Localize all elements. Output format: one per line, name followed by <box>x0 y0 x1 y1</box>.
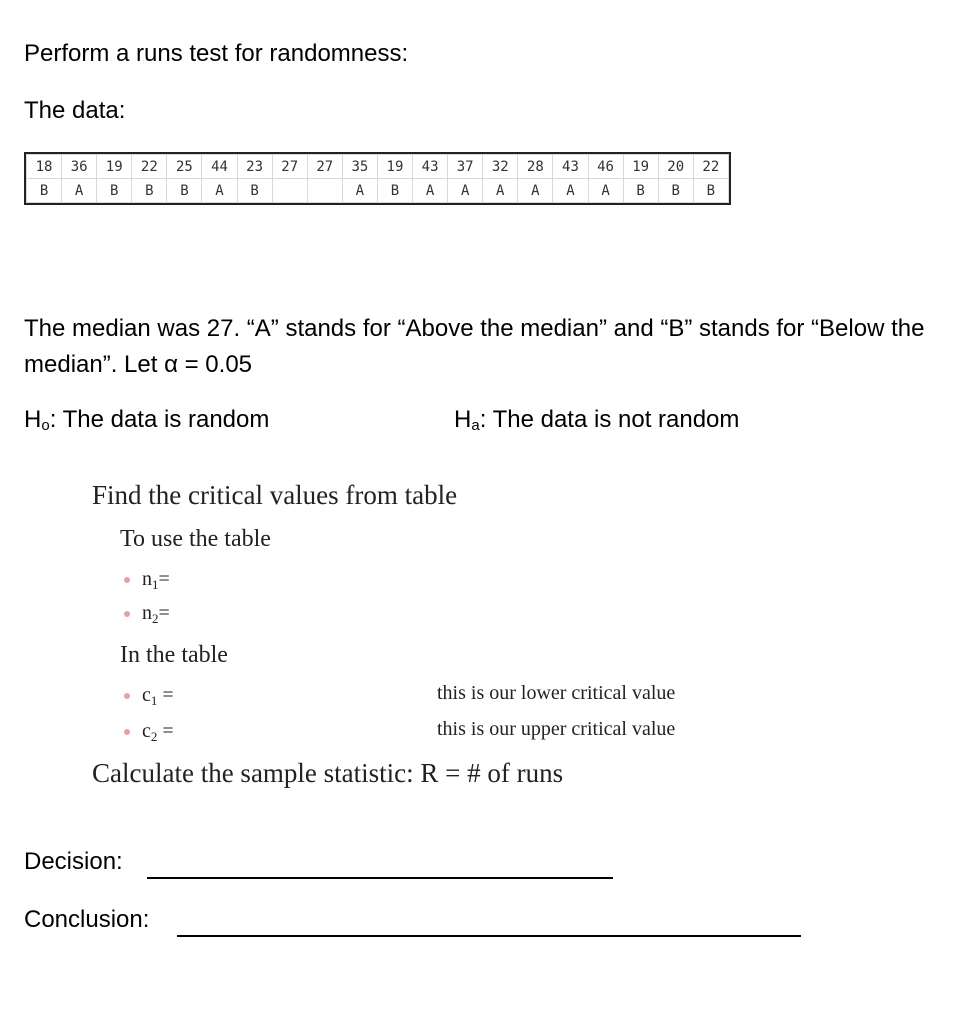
conclusion-blank[interactable] <box>177 935 801 937</box>
value-cell: 46 <box>588 155 623 179</box>
values-row <box>27 155 729 179</box>
decision-label: Decision: <box>24 848 123 875</box>
n1-item: $n_1=$ <box>124 568 170 593</box>
value-cell: 37 <box>448 155 483 179</box>
code-cell: B <box>693 179 728 203</box>
h0-text: : The data is random <box>49 406 270 433</box>
median-description: The median was 27. “A” stands for “Above the median” and “B” stands for “Below the median”. Let α = 0.05 <box>24 315 925 378</box>
code-cell: A <box>62 179 97 203</box>
bullet-icon <box>124 611 130 617</box>
code-cell: A <box>202 179 237 203</box>
c2-note: this is our upper critical value <box>437 718 676 740</box>
value-cell: 23 <box>237 155 272 179</box>
data-label: The data: <box>24 97 126 124</box>
value-cell: 22 <box>132 155 167 179</box>
code-cell: A <box>518 179 553 203</box>
conclusion-label: Conclusion: <box>24 906 150 933</box>
value-cell: 19 <box>377 155 412 179</box>
value-cell: 18 <box>27 155 62 179</box>
value-cell: 27 <box>307 155 342 179</box>
in-table-label: In the table <box>120 642 228 668</box>
code-cell: B <box>167 179 202 203</box>
code-cell: B <box>377 179 412 203</box>
value-cell: 43 <box>413 155 448 179</box>
ha-letter: H <box>454 406 472 433</box>
code-cell: B <box>623 179 658 203</box>
code-cell: B <box>27 179 62 203</box>
decision-blank[interactable] <box>147 877 613 879</box>
ha-text: : The data is not random <box>479 406 740 433</box>
code-cell: B <box>658 179 693 203</box>
code-cell: A <box>448 179 483 203</box>
alternative-hypothesis <box>454 406 739 434</box>
bullet-icon <box>124 693 130 699</box>
value-cell: 19 <box>623 155 658 179</box>
value-cell: 25 <box>167 155 202 179</box>
code-cell <box>272 179 307 203</box>
code-cell: A <box>342 179 377 203</box>
code-cell: A <box>553 179 588 203</box>
bullet-icon <box>124 729 130 735</box>
value-cell: 36 <box>62 155 97 179</box>
value-cell: 44 <box>202 155 237 179</box>
value-cell: 20 <box>658 155 693 179</box>
code-cell: B <box>132 179 167 203</box>
value-cell: 35 <box>342 155 377 179</box>
c1-note: this is our lower critical value <box>437 682 676 704</box>
find-critical-values-title: Find the critical values from table <box>92 480 458 510</box>
n2-item: $n_2=$ <box>124 602 170 627</box>
code-cell: A <box>483 179 518 203</box>
data-table <box>24 152 731 205</box>
code-cell: B <box>237 179 272 203</box>
code-cell: B <box>97 179 132 203</box>
value-cell: 43 <box>553 155 588 179</box>
c1-item: $c_1$ = <box>124 684 174 709</box>
codes-row <box>27 179 729 203</box>
code-cell: A <box>413 179 448 203</box>
worksheet-image <box>54 466 744 806</box>
calculate-statistic: Calculate the sample statistic: R = # of runs <box>92 758 564 788</box>
null-hypothesis <box>24 406 269 434</box>
value-cell: 32 <box>483 155 518 179</box>
h0-letter: H <box>24 406 42 433</box>
value-cell: 28 <box>518 155 553 179</box>
value-cell: 22 <box>693 155 728 179</box>
page-title: Perform a runs test for randomness: <box>24 40 409 67</box>
value-cell: 27 <box>272 155 307 179</box>
code-cell <box>307 179 342 203</box>
h0-subscript: o <box>41 417 50 434</box>
to-use-table-label: To use the table <box>120 526 271 552</box>
c2-item: $c_2$ = <box>124 720 174 745</box>
code-cell: A <box>588 179 623 203</box>
ha-subscript: a <box>471 417 480 434</box>
value-cell: 19 <box>97 155 132 179</box>
bullet-icon <box>124 577 130 583</box>
